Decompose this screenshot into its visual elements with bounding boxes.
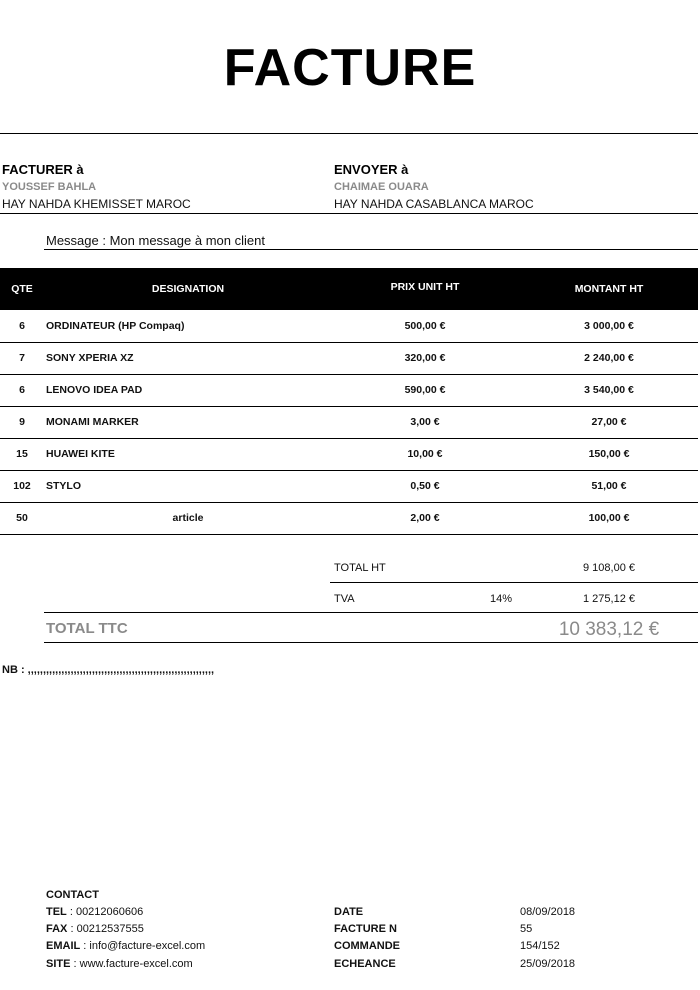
- row-designation: SONY XPERIA XZ: [46, 352, 134, 364]
- tva-rate: 14%: [490, 593, 513, 605]
- facture-number-value: 55: [520, 923, 533, 935]
- divider-total-ht: [330, 582, 698, 583]
- contact-heading: CONTACT: [46, 889, 99, 901]
- row-prix-unit: 320,00 €: [404, 352, 446, 364]
- row-montant: 2 240,00 €: [584, 352, 634, 364]
- table-row: [0, 374, 698, 407]
- contact-tel: [46, 906, 143, 918]
- row-qte: 15: [16, 448, 28, 460]
- commande-label: COMMANDE: [334, 940, 400, 952]
- date-label: DATE: [334, 906, 364, 918]
- header-montant: MONTANT HT: [574, 283, 644, 295]
- row-montant: 100,00 €: [588, 512, 630, 524]
- table-header: [0, 268, 698, 310]
- table-row: [0, 342, 698, 375]
- date-value: 08/09/2018: [520, 906, 576, 918]
- total-ht-label: TOTAL HT: [334, 562, 386, 574]
- table-row: [0, 310, 698, 343]
- email-value: : info@facture-excel.com: [80, 940, 206, 952]
- echeance-value: 25/09/2018: [520, 958, 576, 970]
- bill-to-name: YOUSSEF BAHLA: [2, 181, 97, 193]
- total-ht-value: 9 108,00 €: [583, 562, 635, 574]
- table-row: [0, 470, 698, 503]
- divider-message: [44, 249, 698, 250]
- tel-value: : 00212060606: [66, 906, 144, 918]
- table-row: [0, 438, 698, 471]
- row-designation: ORDINATEUR (HP Compaq): [46, 320, 185, 332]
- table-row: [0, 502, 698, 535]
- row-designation: article: [172, 512, 204, 524]
- invoice-title: FACTURE: [223, 39, 477, 97]
- row-qte: 7: [19, 352, 25, 364]
- total-ttc-value: 10 383,12 €: [558, 619, 660, 640]
- table-row: [0, 406, 698, 439]
- fax-value: : 00212537555: [67, 923, 144, 935]
- site-value: : www.facture-excel.com: [70, 958, 193, 970]
- row-qte: 6: [19, 384, 25, 396]
- row-montant: 3 000,00 €: [584, 320, 634, 332]
- row-prix-unit: 0,50 €: [410, 480, 440, 492]
- fax-label: FAX: [46, 923, 68, 935]
- contact-email: [46, 940, 205, 952]
- row-designation: HUAWEI KITE: [46, 448, 115, 460]
- client-message: Message : Mon message à mon client: [46, 233, 265, 248]
- row-montant: 27,00 €: [591, 416, 627, 428]
- nb-note: NB : ,,,,,,,,,,,,,,,,,,,,,,,,,,,,,,,,,,,,,,,,,,,,,,,,,,,,,,,,,,,,,: [2, 664, 215, 676]
- tel-label: TEL: [46, 906, 67, 918]
- row-prix-unit: 3,00 €: [410, 416, 440, 428]
- header-designation: DESIGNATION: [151, 283, 225, 295]
- divider-tva: [44, 612, 698, 613]
- row-designation: STYLO: [46, 480, 82, 492]
- divider-top: [0, 133, 698, 134]
- tva-label: TVA: [334, 593, 355, 605]
- header-qte: QTE: [11, 283, 33, 295]
- tva-value: 1 275,12 €: [583, 593, 635, 605]
- bill-to-address: HAY NAHDA KHEMISSET MAROC: [2, 197, 191, 211]
- facture-number-label: FACTURE N: [334, 923, 397, 935]
- contact-site: [46, 958, 193, 970]
- echeance-label: ECHEANCE: [334, 958, 396, 970]
- row-prix-unit: 10,00 €: [407, 448, 443, 460]
- row-qte: 9: [19, 416, 25, 428]
- commande-value: 154/152: [520, 940, 560, 952]
- total-ttc-label: TOTAL TTC: [46, 620, 128, 637]
- row-prix-unit: 500,00 €: [404, 320, 446, 332]
- contact-fax: [46, 923, 144, 935]
- row-qte: 6: [19, 320, 25, 332]
- row-prix-unit: 2,00 €: [410, 512, 440, 524]
- row-prix-unit: 590,00 €: [404, 384, 446, 396]
- divider-ttc: [44, 642, 698, 643]
- row-montant: 150,00 €: [588, 448, 630, 460]
- ship-to-address: HAY NAHDA CASABLANCA MAROC: [334, 197, 534, 211]
- row-qte: 102: [13, 480, 31, 492]
- row-montant: 51,00 €: [591, 480, 627, 492]
- ship-to-name: CHAIMAE OUARA: [334, 181, 429, 193]
- header-prix-unit: PRIX UNIT HT: [390, 281, 460, 293]
- email-label: EMAIL: [46, 940, 81, 952]
- bill-to-heading: FACTURER à: [2, 162, 84, 177]
- row-designation: LENOVO IDEA PAD: [46, 384, 143, 396]
- site-label: SITE: [46, 958, 71, 970]
- ship-to-heading: ENVOYER à: [334, 162, 409, 177]
- divider-address: [0, 213, 698, 214]
- row-designation: MONAMI MARKER: [46, 416, 139, 428]
- row-qte: 50: [16, 512, 28, 524]
- row-montant: 3 540,00 €: [584, 384, 634, 396]
